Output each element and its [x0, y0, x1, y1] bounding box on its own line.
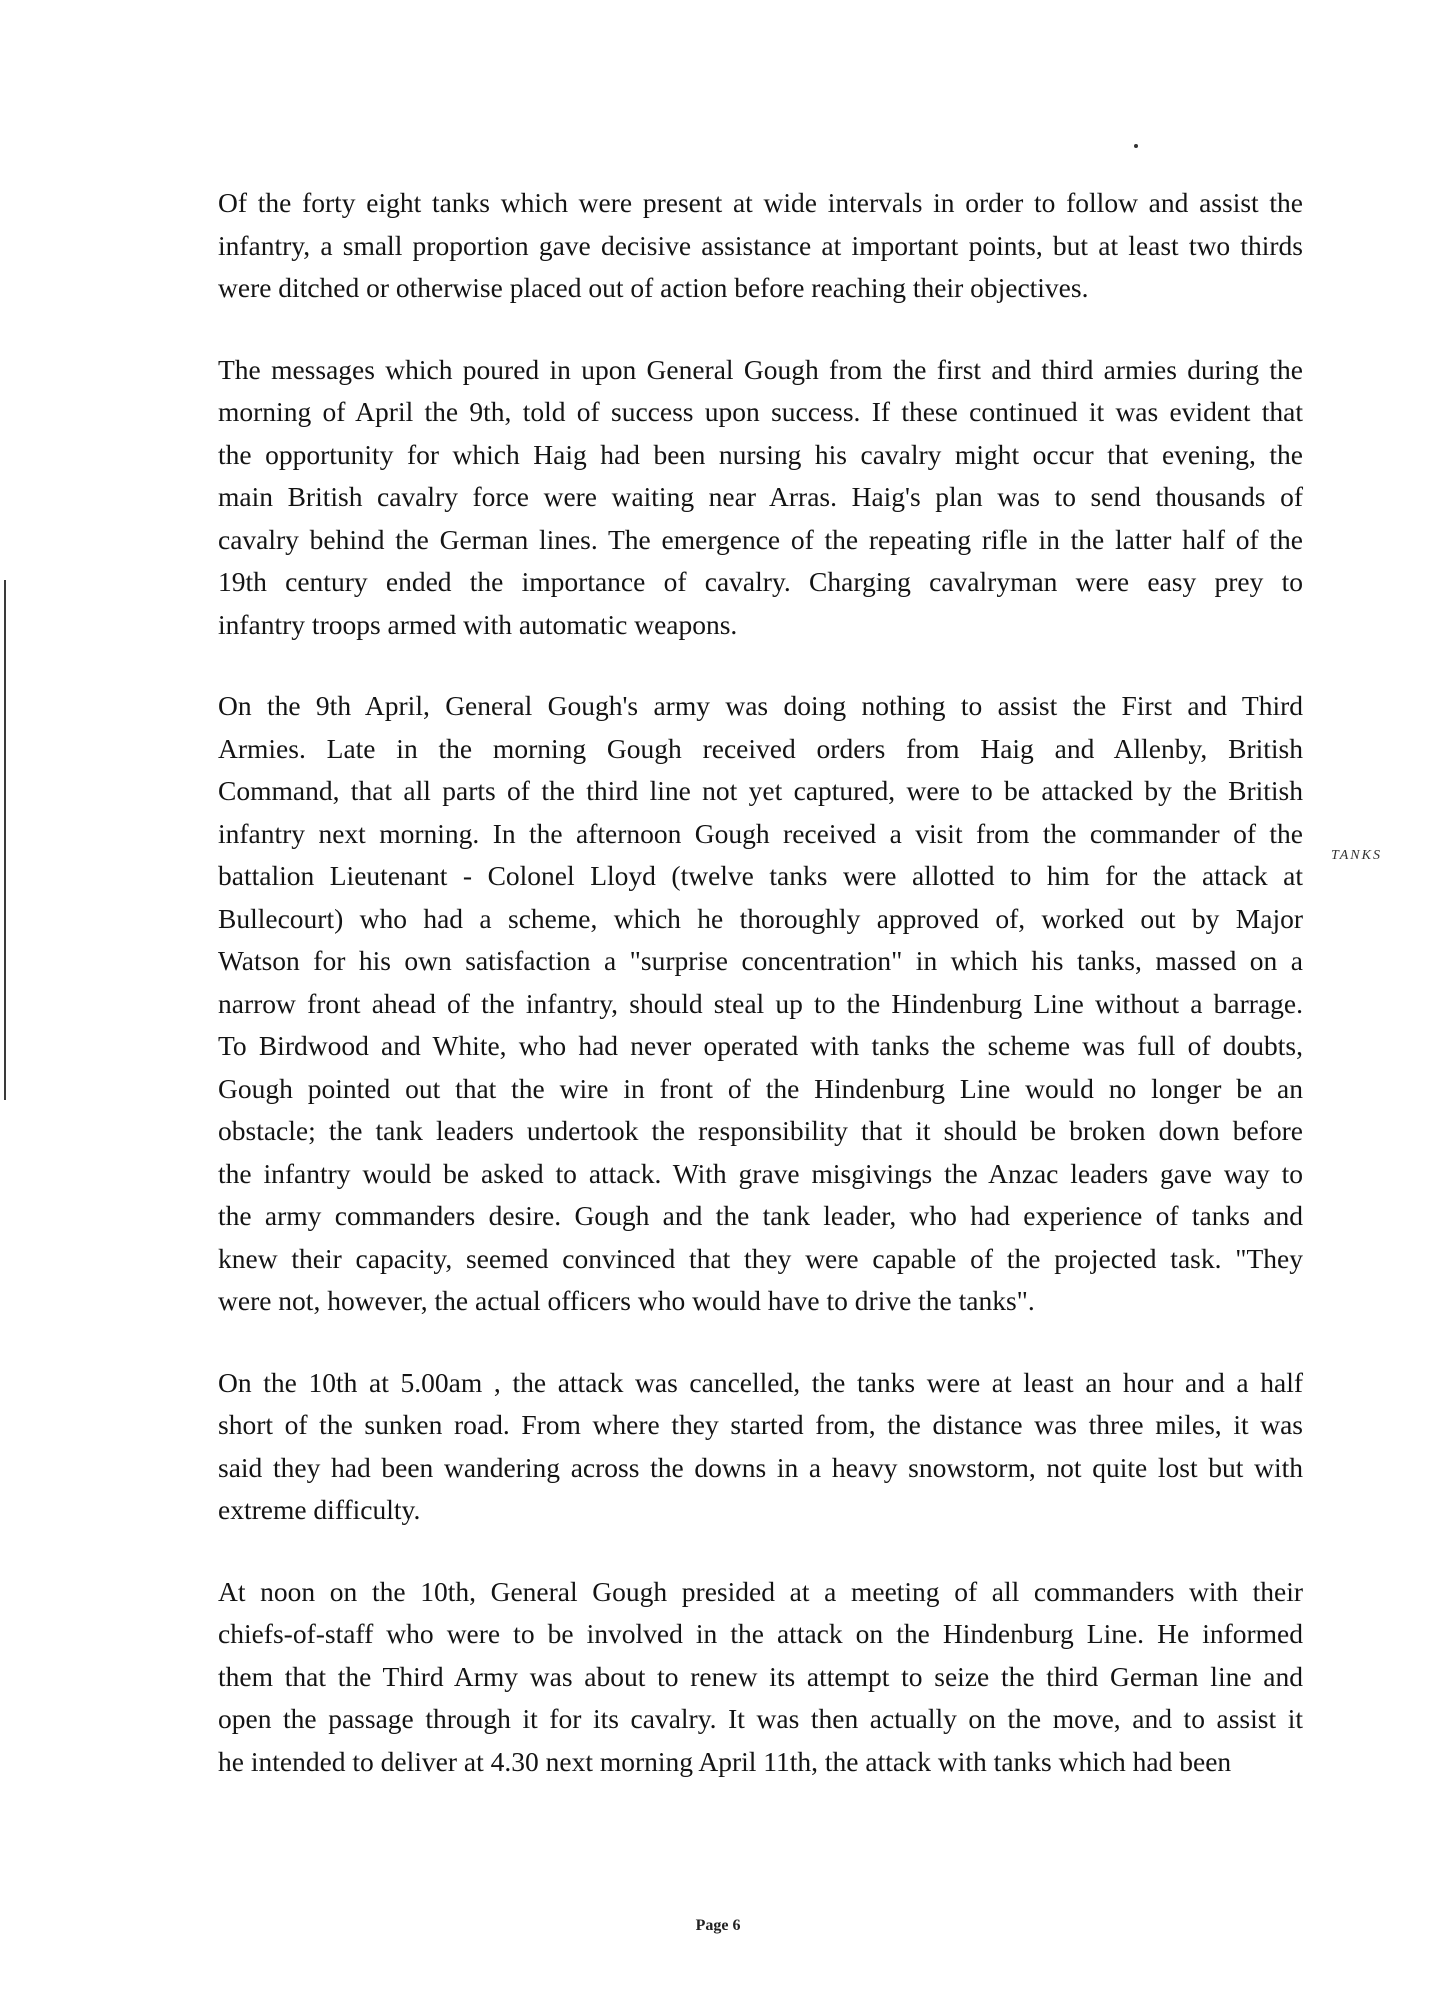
handwritten-margin-note: TANKS: [1331, 848, 1382, 863]
text-line: At noon on the 10th, General Gough presided at a meeting of all commanders with their: [218, 1575, 1303, 1607]
text-line: infantry troops armed with automatic weapons.: [218, 608, 738, 640]
text-line: Of the forty eight tanks which were present at wide intervals in order to follow and assist the: [218, 187, 1303, 218]
text-line: obstacle; the tank leaders undertook the responsibility that it should be broken down before: [218, 1115, 1303, 1146]
text-line: were ditched or otherwise placed out of action before reaching their objectives.: [218, 272, 1089, 303]
scan-edge-mark: [4, 580, 6, 1100]
text-line: said they had been wandering across the downs in a heavy snowstorm, not quite lost but with: [218, 1451, 1303, 1483]
text-line: Bullecourt) who had a scheme, which he thoroughly approved of, worked out by Major: [218, 902, 1303, 934]
text-line: extreme difficulty.: [218, 1494, 421, 1525]
text-line: he intended to deliver at 4.30 next morning April 11th, the attack with tanks which had been: [218, 1745, 1232, 1777]
text-line: battalion Lieutenant - Colonel Lloyd (twelve tanks were allotted to him for the attack at: [218, 860, 1303, 891]
text-line: cavalry behind the German lines. The emergence of the repeating rifle in the latter half of the: [218, 523, 1303, 555]
paragraph-5: [218, 1571, 1303, 1784]
body-text: [218, 182, 1303, 1783]
text-line: infantry next morning. In the afternoon Gough received a visit from the commander of the: [218, 817, 1303, 849]
text-line: On the 10th at 5.00am , the attack was cancelled, the tanks were at least an hour and a half: [218, 1366, 1303, 1398]
text-line: main British cavalry force were waiting near Arras. Haig's plan was to send thousands of: [218, 481, 1303, 512]
text-line: On the 9th April, General Gough's army was doing nothing to assist the First and Third: [218, 690, 1303, 721]
text-line: The messages which poured in upon General Gough from the first and third armies during the: [218, 353, 1303, 385]
text-line: open the passage through it for its cavalry. It was then actually on the move, and to assist it: [218, 1703, 1303, 1734]
text-line: Watson for his own satisfaction a "surprise concentration" in which his tanks, massed on a: [218, 945, 1303, 976]
text-line: Command, that all parts of the third line not yet captured, were to be attacked by the British: [218, 775, 1303, 806]
text-line: Armies. Late in the morning Gough received orders from Haig and Allenby, British: [218, 732, 1303, 764]
text-line: morning of April the 9th, told of success upon success. If these continued it was evident that: [218, 396, 1303, 427]
text-line: narrow front ahead of the infantry, should steal up to the Hindenburg Line without a barrage.: [218, 987, 1303, 1019]
text-line: were not, however, the actual officers who would have to drive the tanks".: [218, 1285, 1035, 1316]
text-line: short of the sunken road. From where they started from, the distance was three miles, it was: [218, 1409, 1303, 1440]
paragraph-3: [218, 685, 1303, 1323]
scan-speck: [1134, 144, 1138, 148]
text-line: knew their capacity, seemed convinced that they were capable of the projected task. "They: [218, 1242, 1303, 1274]
page-number: Page 6: [695, 1917, 741, 1934]
text-line: infantry, a small proportion gave decisive assistance at important points, but at least two thirds: [218, 229, 1303, 261]
paragraph-1: [218, 182, 1303, 310]
text-line: To Birdwood and White, who had never operated with tanks the scheme was full of doubts,: [218, 1030, 1303, 1061]
paragraph-4: [218, 1362, 1303, 1532]
text-line: 19th century ended the importance of cavalry. Charging cavalryman were easy prey to: [218, 566, 1303, 597]
text-line: chiefs-of-staff who were to be involved in the attack on the Hindenburg Line. He informed: [218, 1618, 1303, 1649]
paragraph-2: [218, 349, 1303, 647]
text-line: them that the Third Army was about to renew its attempt to seize the third German line and: [218, 1660, 1303, 1692]
text-line: the opportunity for which Haig had been nursing his cavalry might occur that evening, the: [218, 438, 1303, 470]
text-line: the infantry would be asked to attack. With grave misgivings the Anzac leaders gave way to: [218, 1157, 1303, 1189]
text-line: the army commanders desire. Gough and the tank leader, who had experience of tanks and: [218, 1200, 1303, 1231]
text-line: Gough pointed out that the wire in front of the Hindenburg Line would no longer be an: [218, 1072, 1303, 1104]
